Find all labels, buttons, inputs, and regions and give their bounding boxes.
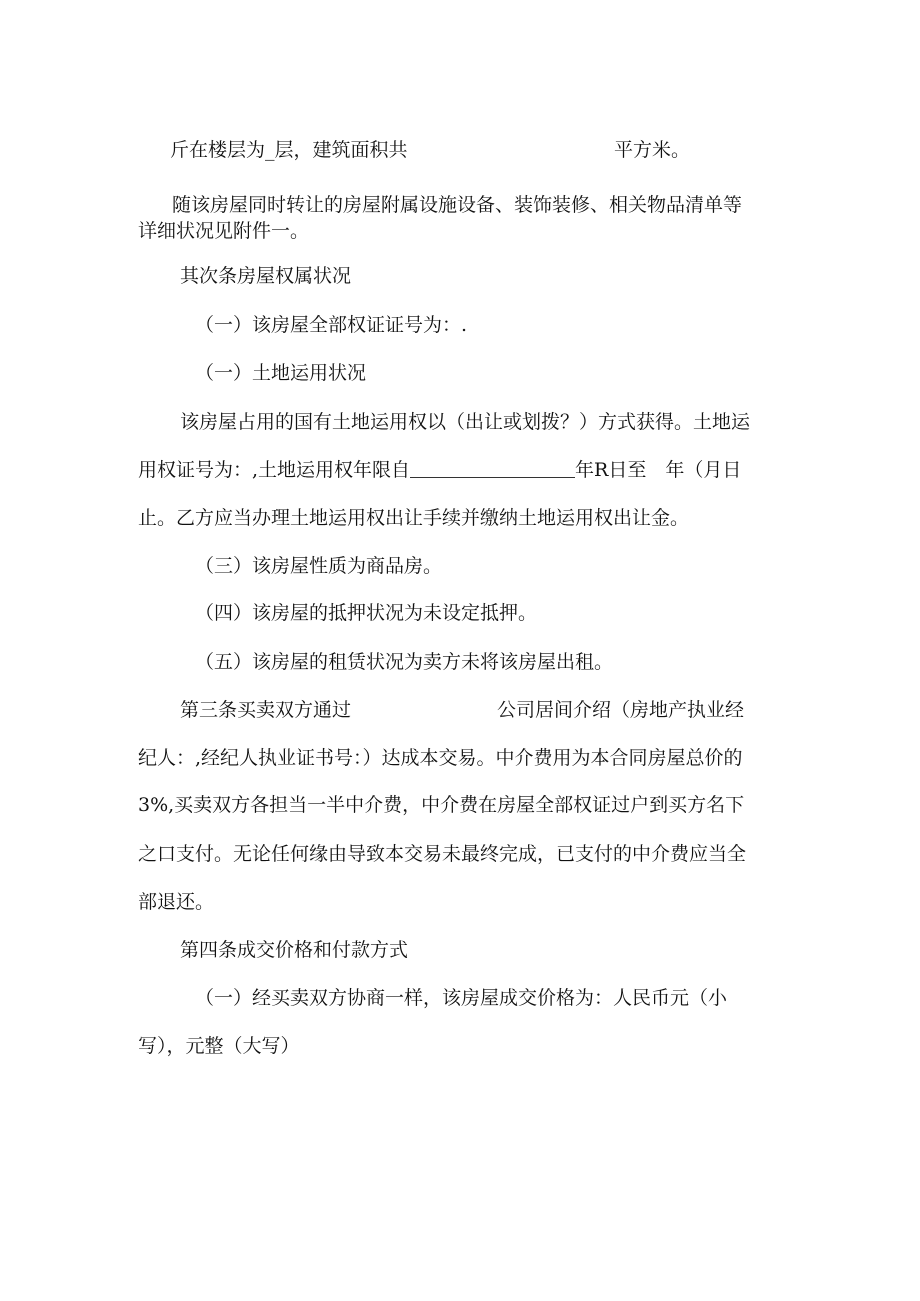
price-line2: 写），元整（大写）	[138, 1035, 300, 1057]
attachment-paragraph-line2: 详细状况见附件一。	[138, 220, 310, 242]
article3-line1a: 第三条买卖双方通过	[180, 699, 352, 721]
floor-area-line	[170, 138, 408, 162]
land-use-line2: 用权证号为：,土地运用权年限自 年R日至 年（月日	[138, 459, 742, 481]
article3-line5: 部退还。	[138, 891, 215, 913]
price-line1: （一）经买卖双方协商一样，该房屋成交价格为：人民币元（小	[195, 987, 728, 1009]
article3-line4: 之口支付。无论任何缘由导致本交易未最终完成，已支付的中介费应当全	[138, 843, 747, 865]
land-use-line3: 止。乙方应当办理土地运用权出让手续并缴纳土地运用权出让金。	[138, 507, 690, 529]
floor-area-text: 斤在楼层为_层，建筑面积共	[170, 139, 408, 161]
ownership-item-4: （四）该房屋的抵押状况为未设定抵押。	[195, 602, 538, 624]
floor-area-unit: 平方米。	[614, 139, 691, 161]
ownership-item-2: （一）土地运用状况	[195, 362, 367, 384]
section-heading-price: 第四条成交价格和付款方式	[180, 939, 409, 961]
ownership-item-1: （一）该房屋全部权证证号为：.	[195, 314, 468, 336]
ownership-item-3: （三）该房屋性质为商品房。	[195, 555, 443, 577]
term-start-blank	[410, 459, 575, 478]
article3-line3: 3%,买卖双方各担当一半中介费，中介费在房屋全部权证过户到买方名下	[138, 794, 745, 816]
attachment-paragraph-line1: 随该房屋同时转让的房屋附属设施设备、装饰装修、相关物品清单等	[172, 194, 743, 216]
article3-line2: 纪人：,经纪人执业证书号：）达成本交易。中介费用为本合同房屋总价的	[138, 747, 743, 769]
ownership-item-5: （五）该房屋的租赁状况为卖方未将该房屋出租。	[195, 651, 614, 673]
article3-line1b: 公司居间介绍（房地产执业经	[497, 699, 745, 721]
land-use-line1: 该房屋占用的国有土地运用权以（出让或划拨？）方式获得。土地运	[180, 411, 751, 433]
section-heading-ownership: 其次条房屋权属状况	[180, 265, 352, 287]
